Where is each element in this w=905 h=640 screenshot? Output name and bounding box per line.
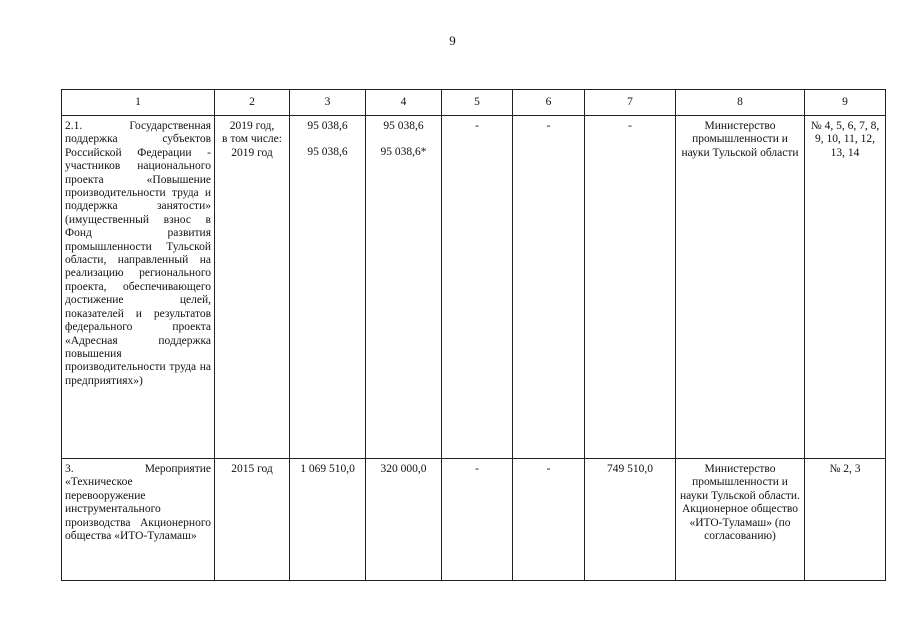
period-line: в том числе: [222,133,282,146]
amount-value: 95 038,6* [380,146,427,159]
period-cell [215,116,290,459]
table-row [62,116,886,459]
amount-cell [366,116,442,459]
header-cell: 8 [676,90,805,116]
header-cell: 9 [805,90,886,116]
header-cell: 4 [366,90,442,116]
period-cell: 2015 год [215,459,290,581]
indicators-cell: № 4, 5, 6, 7, 8, 9, 10, 11, 12, 13, 14 [805,116,886,459]
amount-cell: 749 510,0 [585,459,676,581]
executor-cell: Министерство промышленности и науки Тульской области. Акционерное общество «ИТО-Туламаш» (по согласованию) [676,459,805,581]
total-amount-cell: 1 069 510,0 [290,459,366,581]
executor-cell: Министерство промышленности и науки Тульской области [676,116,805,459]
header-cell: 5 [442,90,513,116]
measure-description: 2.1. Государственная поддержка субъектов Российской Федерации - участников национального проекта «Повышение производительности труда и поддержка занятости» (имущественный взнос в Фонд развития промышленности Тульской области, направленный на реализацию регионального проекта, обеспечивающего достижение целей, показателей и результатов федерального проекта «Адресная поддержка повышения производительности труда на предприятиях») [62,116,215,459]
amount-cell: - [585,116,676,459]
header-cell: 1 [62,90,215,116]
amount-cell: - [442,116,513,459]
amount-cell: - [513,116,585,459]
header-cell: 7 [585,90,676,116]
page-number: 9 [449,33,456,48]
amount-value: 95 038,6 [307,146,348,159]
period-line: 2019 год [231,146,273,159]
period-line: 2019 год, [229,120,275,132]
amount-cell: - [513,459,585,581]
header-row [62,90,886,116]
header-cell: 3 [290,90,366,116]
amount-value: 95 038,6 [307,120,348,132]
indicators-cell: № 2, 3 [805,459,886,581]
measures-table [61,89,886,581]
measure-description: 3. Мероприятие «Техническое перевооружение инструментального производства Акционерного общества «ИТО-Туламаш» [62,459,215,581]
amount-cell: - [442,459,513,581]
amount-cell: 320 000,0 [366,459,442,581]
header-cell: 2 [215,90,290,116]
header-cell: 6 [513,90,585,116]
total-amount-cell [290,116,366,459]
table-row [62,459,886,581]
amount-value: 95 038,6 [383,120,424,132]
